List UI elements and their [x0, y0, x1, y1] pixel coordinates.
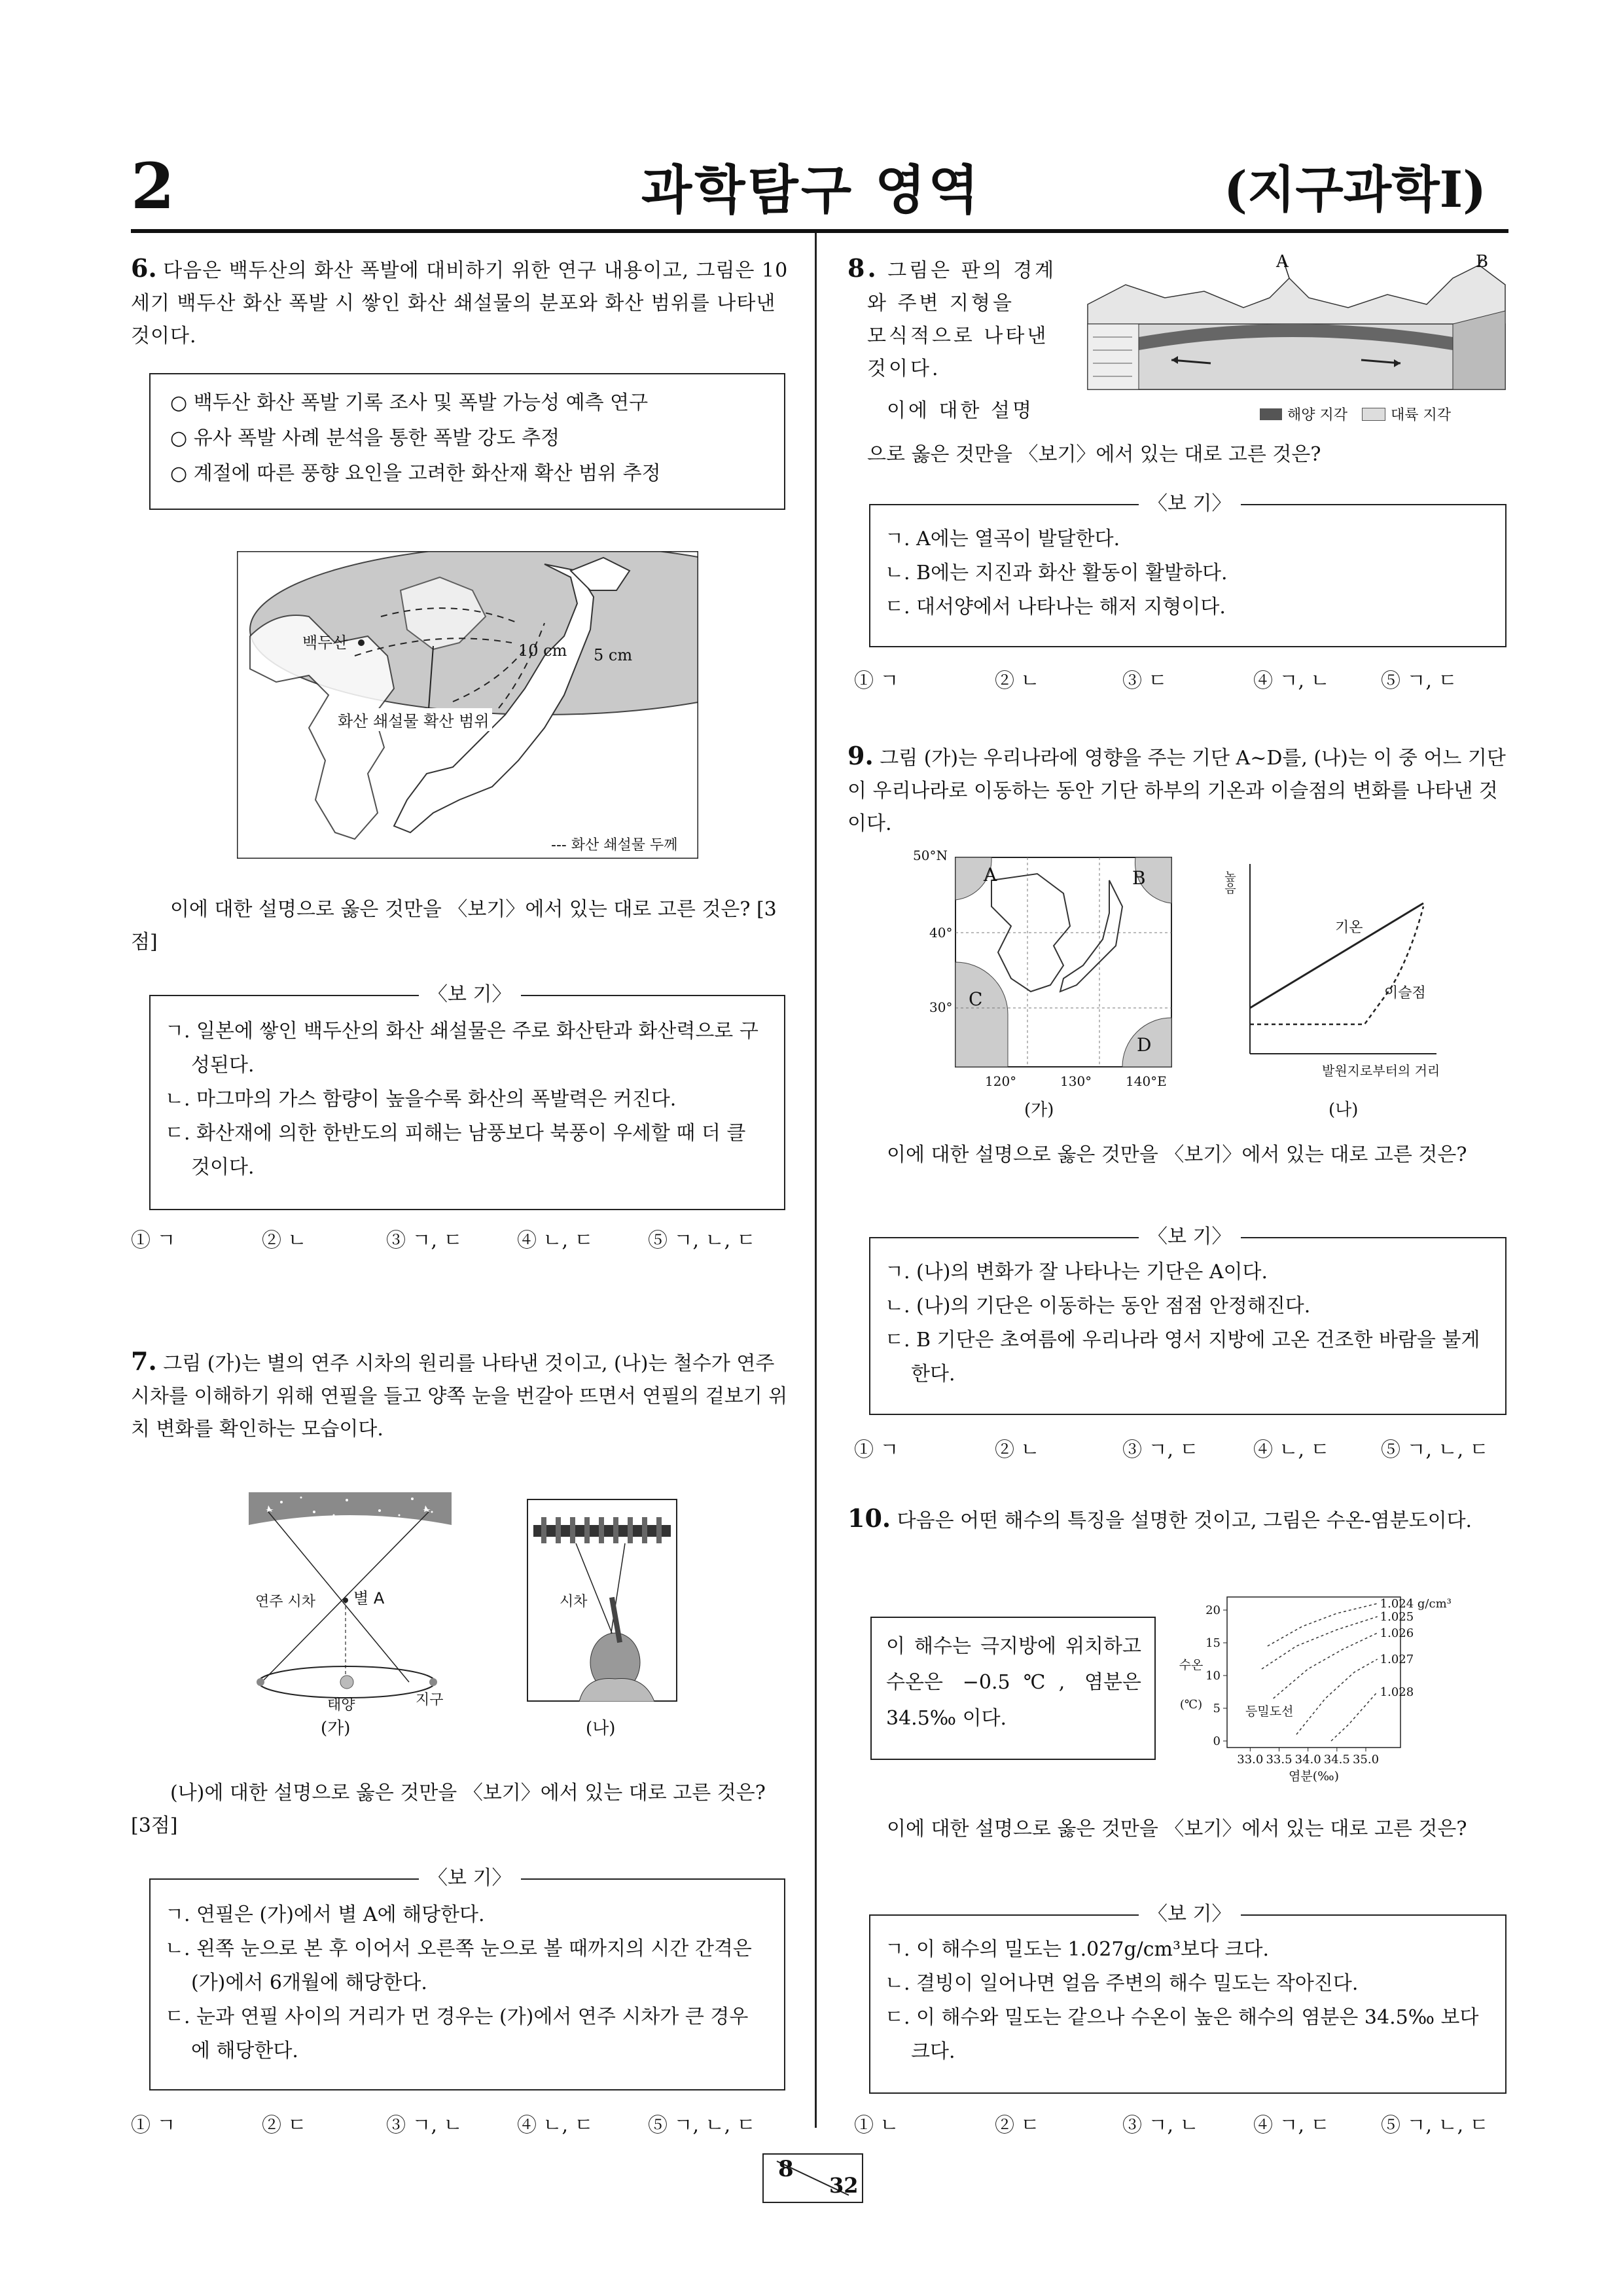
q9-airmass-map	[913, 848, 1188, 1136]
q7-choice-1[interactable]: ① ㄱ	[131, 2114, 176, 2137]
q10-choice-3[interactable]: ③ ㄱ, ㄴ	[1122, 2114, 1199, 2137]
q10-choice-5[interactable]: ⑤ ㄱ, ㄴ, ㄷ	[1381, 2114, 1489, 2137]
q9-lon120: 120°	[985, 1073, 1017, 1089]
q8-choice-4[interactable]: ④ ㄱ, ㄴ	[1253, 670, 1330, 692]
q6-bogi-title: 〈보 기〉	[419, 982, 521, 1008]
q7-label-starA: 별 A	[353, 1589, 385, 1607]
q7-fig-ga	[242, 1486, 458, 1738]
q9-lat50: 50°N	[913, 848, 948, 863]
q6-bogi-2: ㄴ. 마그마의 가스 함량이 높을수록 화산의 폭발력은 커진다.	[165, 1088, 677, 1111]
q10-info-box	[870, 1617, 1156, 1760]
page-current: 8	[778, 2156, 794, 2182]
q9-choice-5[interactable]: ⑤ ㄱ, ㄴ, ㄷ	[1381, 1439, 1489, 1462]
q8-plate-figure	[1086, 252, 1512, 423]
q7-pencil-svg	[527, 1499, 677, 1702]
q8-ocean-swatch	[1260, 408, 1282, 420]
q6-prompt: 이에 대한 설명으로 옳은 것만을 〈보기〉에서 있는 대로 고른 것은? [3점]	[131, 898, 777, 954]
q6-choice-1[interactable]: ① ㄱ	[131, 1229, 176, 1252]
x-tick-label-1: 33.5	[1266, 1753, 1293, 1767]
q7-bogi-2: ㄴ. 왼쪽 눈으로 본 후 이어서 오른쪽 눈으로 볼 때까지의 시간 간격은 (가)에서 6개월에 해당한다.	[165, 1937, 752, 1994]
q9-bogi-items	[870, 1255, 1486, 1391]
ts-ylabel-2: (℃)	[1179, 1698, 1203, 1712]
q10-bogi-box	[869, 1903, 1507, 2094]
q7-choice-5[interactable]: ⑤ ㄱ, ㄴ, ㄷ	[648, 2114, 756, 2137]
y-tick-label-3: 15	[1205, 1636, 1221, 1650]
q6-info-3: ○ 계절에 따른 풍향 요인을 고려한 화산재 확산 범위 추정	[170, 462, 661, 485]
q8-plate-svg	[1086, 259, 1512, 403]
q9-graph-xlabel: 발원지로부터의 거리	[1322, 1063, 1440, 1079]
q9-choice-1[interactable]: ① ㄱ	[854, 1439, 899, 1462]
q6-choice-3[interactable]: ③ ㄱ, ㄷ	[386, 1229, 463, 1252]
q6-map-svg	[237, 551, 698, 859]
q7-choice-3[interactable]: ③ ㄱ, ㄴ	[386, 2114, 463, 2137]
q9-lon130: 130°	[1060, 1073, 1092, 1089]
q8-bogi-items	[870, 522, 1486, 624]
q10-number: 10.	[847, 1503, 891, 1533]
q8-label-B: B	[1476, 252, 1489, 272]
q6-ash-map	[237, 551, 698, 859]
isopycnal-label-3: 1.027	[1380, 1653, 1414, 1666]
q10-text: 다음은 어떤 해수의 특징을 설명한 것이고, 그림은 수온-염분도이다.	[897, 1509, 1472, 1532]
q10-choice-2[interactable]: ② ㄷ	[995, 2114, 1040, 2137]
q9-bogi-box	[869, 1225, 1507, 1415]
q8-bogi-2: ㄴ. B에는 지진과 화산 활동이 활발하다.	[885, 562, 1228, 584]
q10-stem	[847, 1502, 1508, 1537]
q9-choice-2[interactable]: ② ㄴ	[995, 1439, 1040, 1462]
x-tick-label-4: 35.0	[1352, 1753, 1380, 1767]
q9-prompt: 이에 대한 설명으로 옳은 것만을 〈보기〉에서 있는 대로 고른 것은?	[887, 1143, 1467, 1166]
q8-choice-2[interactable]: ② ㄴ	[995, 670, 1040, 692]
q10-bogi-2: ㄴ. 결빙이 일어나면 얼음 주변의 해수 밀도는 작아진다.	[885, 1972, 1359, 1995]
q9-graph-svg	[1221, 857, 1443, 1073]
q7-label-ga: (가)	[321, 1719, 351, 1738]
q6-info-1: ○ 백두산 화산 폭발 기록 조사 및 폭발 가능성 예측 연구	[170, 391, 649, 414]
q8-text-2: 와 주변 지형을	[867, 292, 1014, 315]
ts-ylabel-1: 수온	[1179, 1658, 1204, 1672]
page-number-left: 2	[131, 149, 175, 223]
q10-bogi-items	[870, 1933, 1486, 2069]
q7-label-parallax: 연주 시차	[255, 1594, 316, 1610]
q7-fig-na	[527, 1499, 677, 1738]
q9-label-na: (나)	[1329, 1100, 1359, 1120]
q9-choice-3[interactable]: ③ ㄱ, ㄷ	[1122, 1439, 1199, 1462]
q6-label-legend: --- 화산 쇄설물 두께	[551, 837, 678, 853]
q7-text: 그림 (가)는 별의 연주 시차의 원리를 나타낸 것이고, (나)는 철수가 연주 시차를 이해하기 위해 연필을 들고 양쪽 눈을 번갈아 뜨면서 연필의 겉보기 위치 변화를 확인하는 모습이다.	[131, 1352, 788, 1441]
ts-xlabel: 염분(‰)	[1288, 1769, 1340, 1784]
q7-stem	[131, 1345, 792, 1446]
q8-legend	[1260, 404, 1451, 424]
header-rule	[131, 229, 1508, 233]
q10-bogi-title: 〈보 기〉	[1139, 1901, 1241, 1928]
q8-choice-1[interactable]: ① ㄱ	[854, 670, 899, 692]
q9-text: 그림 (가)는 우리나라에 영향을 주는 기단 A~D를, (나)는 이 중 어느 기단이 우리나라로 이동하는 동안 기단 하부의 기온과 이슬점의 변화를 나타낸 것이다.	[847, 747, 1506, 835]
q8-stem	[847, 252, 1083, 427]
q8-prompt-1: 이에 대한 설명	[887, 399, 1034, 422]
q9-lat30: 30°	[929, 999, 953, 1015]
q10-ts-svg	[1178, 1584, 1505, 1806]
q8-bogi-box	[869, 492, 1507, 647]
q6-bogi-3: ㄷ. 화산재에 의한 한반도의 피해는 남풍보다 북풍이 우세할 때 더 클 것이다.	[165, 1122, 746, 1179]
q8-prompt-2: 으로 옳은 것만을 〈보기〉에서 있는 대로 고른 것은?	[867, 443, 1321, 466]
q9-number: 9.	[847, 741, 874, 770]
y-tick-label-1: 5	[1213, 1702, 1221, 1715]
q6-label-10cm: 10 cm	[518, 641, 567, 660]
q9-choice-4[interactable]: ④ ㄴ, ㄷ	[1253, 1439, 1330, 1462]
q6-info-box	[149, 373, 785, 510]
isopycnal-label-4: 1.028	[1380, 1685, 1414, 1699]
q8-label-A: A	[1276, 252, 1289, 272]
q7-bogi-items	[151, 1898, 766, 2068]
q9-mass-C: C	[969, 988, 983, 1010]
ts-plot-frame	[1227, 1597, 1400, 1748]
q6-choice-4[interactable]: ④ ㄴ, ㄷ	[517, 1229, 594, 1252]
q9-bogi-2: ㄴ. (나)의 기단은 이동하는 동안 점점 안정해진다.	[885, 1295, 1311, 1318]
q9-bogi-1: ㄱ. (나)의 변화가 잘 나타나는 기단은 A이다.	[885, 1261, 1268, 1283]
q10-choice-1[interactable]: ① ㄴ	[854, 2114, 899, 2137]
q9-mass-B: B	[1132, 867, 1146, 889]
q8-bogi-1: ㄱ. A에는 열곡이 발달한다.	[885, 528, 1120, 550]
q7-bogi-title: 〈보 기〉	[419, 1865, 521, 1892]
q9-mass-A: A	[984, 864, 997, 886]
q6-label-5cm: 5 cm	[594, 646, 633, 664]
isopycnal-label-2: 1.026	[1380, 1626, 1414, 1640]
q9-bogi-title: 〈보 기〉	[1139, 1224, 1241, 1250]
q8-bogi-3: ㄷ. 대서양에서 나타나는 해저 지형이다.	[885, 596, 1226, 619]
q10-prompt: 이에 대한 설명으로 옳은 것만을 〈보기〉에서 있는 대로 고른 것은?	[887, 1818, 1467, 1840]
q9-choices	[854, 1433, 1489, 1462]
q7-bogi-1: ㄱ. 연필은 (가)에서 별 A에 해당한다.	[165, 1903, 485, 1926]
x-tick-label-0: 33.0	[1237, 1753, 1264, 1767]
q9-label-ga: (가)	[1024, 1100, 1054, 1120]
q7-prompt: (나)에 대한 설명으로 옳은 것만을 〈보기〉에서 있는 대로 고른 것은? [3점]	[131, 1782, 766, 1837]
q7-label-earth: 지구	[416, 1692, 444, 1708]
q7-bogi-3: ㄷ. 눈과 연필 사이의 거리가 먼 경우는 (가)에서 연주 시차가 큰 경우에 해당한다.	[165, 2005, 749, 2062]
q6-label-range: 화산 쇄설물 확산 범위	[335, 708, 492, 731]
q6-choice-5[interactable]: ⑤ ㄱ, ㄴ, ㄷ	[648, 1229, 756, 1252]
q9-graph-ylabel: 높음	[1222, 870, 1236, 894]
y-tick-label-0: 0	[1213, 1734, 1221, 1748]
page-counter	[762, 2153, 863, 2203]
q7-choice-4[interactable]: ④ ㄴ, ㄷ	[517, 2114, 594, 2137]
q8-text-3: 모식적으로 나타낸	[867, 325, 1049, 348]
q9-lon140: 140°E	[1126, 1073, 1167, 1089]
q10-info-text: 이 해수는 극지방에 위치하고 수온은 −0.5℃, 염분은 34.5‰ 이다.	[886, 1635, 1141, 1730]
q10-bogi-1: ㄱ. 이 해수의 밀도는 1.027g/cm³보다 크다.	[885, 1938, 1269, 1961]
isopycnal-label-1: 1.025	[1380, 1610, 1414, 1624]
q6-text: 다음은 백두산의 화산 폭발에 대비하기 위한 연구 내용이고, 그림은 10세기 백두산 화산 폭발 시 쌓인 화산 쇄설물의 분포와 화산 범위를 나타낸 것이다.	[131, 259, 789, 348]
q7-bogi-box	[149, 1867, 785, 2090]
column-divider	[815, 233, 817, 2128]
q9-graph-dew: 이슬점	[1384, 985, 1426, 1001]
x-tick-label-3: 34.5	[1323, 1753, 1350, 1767]
q8-legend-ocean: 해양 지각	[1287, 407, 1348, 423]
isopycnal-label-0: 1.024 g/cm³	[1380, 1597, 1452, 1611]
q8-choice-3[interactable]: ③ ㄷ	[1122, 670, 1168, 692]
q8-choices	[854, 664, 1457, 693]
q10-ts-diagram	[1178, 1584, 1505, 1806]
q6-label-baekdu: 백두산	[302, 634, 348, 652]
page-total: 32	[829, 2173, 859, 2198]
q6-choices	[131, 1224, 756, 1253]
q8-text-4: 것이다.	[867, 357, 941, 380]
q6-bogi-items	[151, 1014, 766, 1185]
q9-stem	[847, 740, 1508, 840]
q7-choice-2[interactable]: ② ㄷ	[262, 2114, 307, 2137]
q6-bogi-box	[149, 983, 785, 1210]
q8-continent-swatch	[1362, 408, 1385, 421]
q8-text-1: 그림은 판의 경계	[887, 259, 1057, 282]
q7-choices	[131, 2109, 756, 2138]
q9-mass-D: D	[1137, 1034, 1152, 1056]
exam-title: 과학탐구 영역	[641, 159, 982, 221]
q9-temp-dew-graph	[1221, 857, 1443, 1132]
q6-number: 6.	[131, 253, 157, 283]
q9-graph-temp: 기온	[1335, 920, 1363, 936]
q9-bogi-3: ㄷ. B 기단은 초여름에 우리나라 영서 지방에 고온 건조한 바람을 불게 한다.	[885, 1329, 1480, 1386]
q8-number: 8.	[847, 253, 879, 283]
q10-bogi-3: ㄷ. 이 해수와 밀도는 같으나 수온이 높은 해수의 염분은 34.5‰ 보다 크다.	[885, 2006, 1479, 2063]
q6-choice-2[interactable]: ② ㄴ	[262, 1229, 307, 1252]
q7-label-sun: 태양	[327, 1697, 355, 1713]
x-tick-label-2: 34.0	[1294, 1753, 1321, 1767]
q8-bogi-title: 〈보 기〉	[1139, 491, 1241, 517]
q6-info-2: ○ 유사 폭발 사례 분석을 통한 폭발 강도 추정	[170, 427, 560, 450]
q6-stem	[131, 252, 792, 353]
q10-choice-4[interactable]: ④ ㄱ, ㄷ	[1253, 2114, 1330, 2137]
q8-legend-continent: 대륙 지각	[1391, 407, 1452, 423]
q8-choice-5[interactable]: ⑤ ㄱ, ㄷ	[1381, 670, 1457, 692]
q9-lat40: 40°	[929, 925, 953, 941]
subject-title: (지구과학Ⅰ)	[1224, 160, 1487, 219]
q7-number: 7.	[131, 1346, 157, 1376]
y-tick-label-4: 20	[1205, 1604, 1221, 1617]
q7-label-na: (나)	[586, 1719, 616, 1738]
q7-label-parallax2: 시차	[560, 1594, 588, 1610]
q10-choices	[854, 2109, 1489, 2138]
y-tick-label-2: 10	[1205, 1669, 1221, 1683]
q6-bogi-1: ㄱ. 일본에 쌓인 백두산의 화산 쇄설물은 주로 화산탄과 화산력으로 구성된다.	[165, 1020, 758, 1077]
isopycnal-caption: 등밀도선	[1245, 1704, 1294, 1719]
